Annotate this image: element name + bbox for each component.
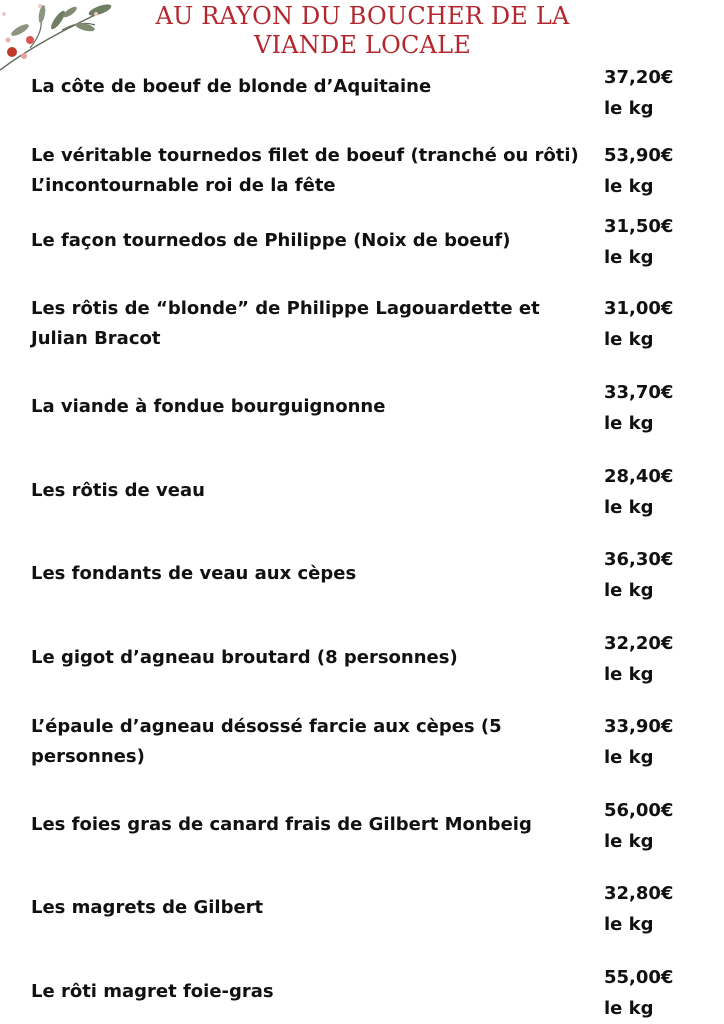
item-name: Les rôtis de veau	[31, 480, 205, 501]
item-price-value: 33,70€	[604, 382, 674, 403]
item-price-unit: le kg	[604, 329, 654, 350]
item-price-unit: le kg	[604, 176, 654, 197]
item-name: Le rôti magret foie-gras	[31, 981, 274, 1002]
item-price	[604, 62, 714, 124]
item-price-value: 53,90€	[604, 145, 674, 166]
item-price-unit: le kg	[604, 998, 654, 1019]
item-price-unit: le kg	[604, 413, 654, 434]
item-price-unit: le kg	[604, 497, 654, 518]
item-price-value: 28,40€	[604, 466, 674, 487]
item-price-unit: le kg	[604, 98, 654, 119]
item-price-value: 33,90€	[604, 716, 674, 737]
item-name: Le véritable tournedos filet de boeuf (tranché ou rôti) L’incontournable roi de la fête	[31, 145, 579, 196]
item-name: Les magrets de Gilbert	[31, 897, 264, 918]
item-price	[604, 140, 714, 202]
item-price	[604, 878, 714, 940]
item-price	[604, 211, 714, 273]
item-name: Les rôtis de “blonde” de Philippe Lagouardette et Julian Bracot	[31, 298, 540, 349]
item-price-value: 56,00€	[604, 800, 674, 821]
page-title	[140, 2, 585, 60]
holly-branch-icon	[0, 0, 125, 75]
item-price	[604, 377, 714, 439]
item-price-value: 55,00€	[604, 967, 674, 988]
item-name: Les fondants de veau aux cèpes	[31, 563, 357, 584]
item-price	[604, 711, 714, 773]
page-title-line-2: VIANDE LOCALE	[254, 31, 471, 59]
item-price-value: 32,20€	[604, 633, 674, 654]
item-name: Le gigot d’agneau broutard (8 personnes)	[31, 647, 458, 668]
item-name: L’épaule d’agneau désossé farcie aux cèpes (5 personnes)	[31, 716, 502, 767]
item-price-unit: le kg	[604, 664, 654, 685]
item-name: La côte de boeuf de blonde d’Aquitaine	[31, 76, 432, 97]
item-price-unit: le kg	[604, 747, 654, 768]
item-price	[604, 962, 714, 1024]
item-price	[604, 461, 714, 523]
item-price-value: 31,00€	[604, 298, 674, 319]
item-name: La viande à fondue bourguignonne	[31, 396, 386, 417]
item-name: Les foies gras de canard frais de Gilbert Monbeig	[31, 814, 532, 835]
item-price	[604, 293, 714, 355]
item-price-unit: le kg	[604, 914, 654, 935]
item-price-unit: le kg	[604, 831, 654, 852]
page-title-line-1: AU RAYON DU BOUCHER DE LA	[155, 2, 570, 30]
item-price	[604, 544, 714, 606]
item-price-unit: le kg	[604, 247, 654, 268]
item-price-value: 31,50€	[604, 216, 674, 237]
item-price-value: 37,20€	[604, 67, 674, 88]
item-name: Le façon tournedos de Philippe (Noix de boeuf)	[31, 230, 511, 251]
item-price-unit: le kg	[604, 580, 654, 601]
item-price-value: 32,80€	[604, 883, 674, 904]
item-price	[604, 795, 714, 857]
item-price	[604, 628, 714, 690]
item-price-value: 36,30€	[604, 549, 674, 570]
